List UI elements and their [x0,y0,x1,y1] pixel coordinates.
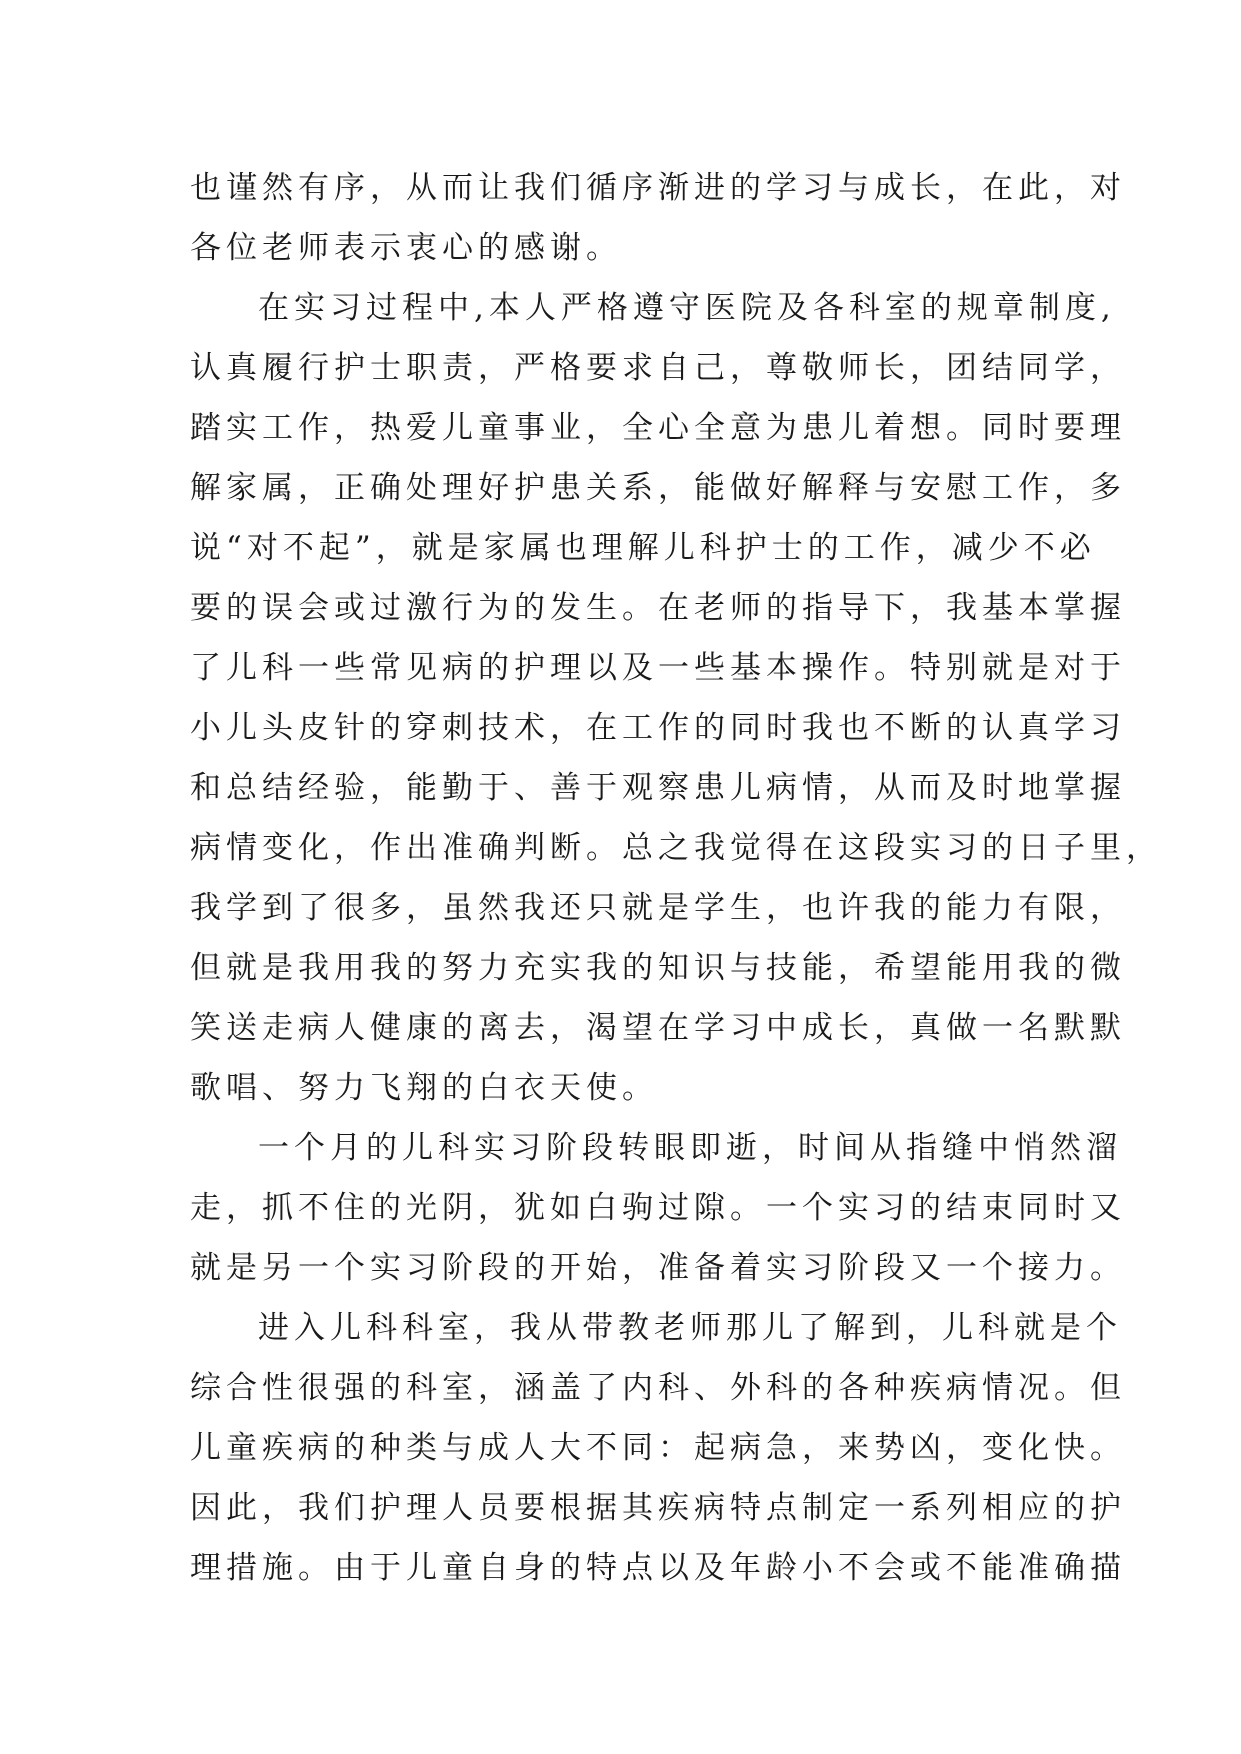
text-line: 小儿头皮针的穿刺技术，在工作的同时我也不断的认真学习 [190,710,1126,746]
text-line: 各位老师表示衷心的感谢。 [190,230,622,266]
text-line: 认真履行护士职责，严格要求自己，尊敬师长，团结同学， [190,350,1126,386]
text-line: 病情变化，作出准确判断。总之我觉得在这段实习的日子里， [190,830,1162,866]
text-line: 在实习过程中,本人严格遵守医院及各科室的规章制度, [258,290,1116,326]
text-line: 进入儿科科室，我从带教老师那儿了解到，儿科就是个 [258,1310,1122,1346]
body-text [190,158,1162,1598]
text-line: 理措施。由于儿童自身的特点以及年龄小不会或不能准确描 [190,1550,1126,1586]
text-line: 综合性很强的科室，涵盖了内科、外科的各种疾病情况。但 [190,1370,1126,1406]
text-line: 也谨然有序，从而让我们循序渐进的学习与成长，在此，对 [190,170,1126,206]
text-line: 了儿科一些常见病的护理以及一些基本操作。特别就是对于 [190,650,1126,686]
text-line: 和总结经验，能勤于、善于观察患儿病情，从而及时地掌握 [190,770,1126,806]
text-line: 说“对不起”，就是家属也理解儿科护士的工作，减少不必 [190,530,1096,566]
text-line: 笑送走病人健康的离去，渴望在学习中成长，真做一名默默 [190,1010,1126,1046]
text-line: 解家属，正确处理好护患关系，能做好解释与安慰工作，多 [190,470,1126,506]
text-line: 因此，我们护理人员要根据其疾病特点制定一系列相应的护 [190,1490,1126,1526]
text-line: 歌唱、努力飞翔的白衣天使。 [190,1070,658,1106]
text-line: 就是另一个实习阶段的开始，准备着实习阶段又一个接力。 [190,1250,1126,1286]
text-line: 我学到了很多，虽然我还只就是学生，也许我的能力有限， [190,890,1126,926]
text-line: 一个月的儿科实习阶段转眼即逝，时间从指缝中悄然溜 [258,1130,1122,1166]
text-line: 踏实工作，热爱儿童事业，全心全意为患儿着想。同时要理 [190,410,1126,446]
text-line: 但就是我用我的努力充实我的知识与技能，希望能用我的微 [190,950,1126,986]
text-line: 儿童疾病的种类与成人大不同：起病急，来势凶，变化快。 [190,1430,1126,1466]
text-line: 要的误会或过激行为的发生。在老师的指导下，我基本掌握 [190,590,1126,626]
text-line: 走，抓不住的光阴，犹如白驹过隙。一个实习的结束同时又 [190,1190,1126,1226]
